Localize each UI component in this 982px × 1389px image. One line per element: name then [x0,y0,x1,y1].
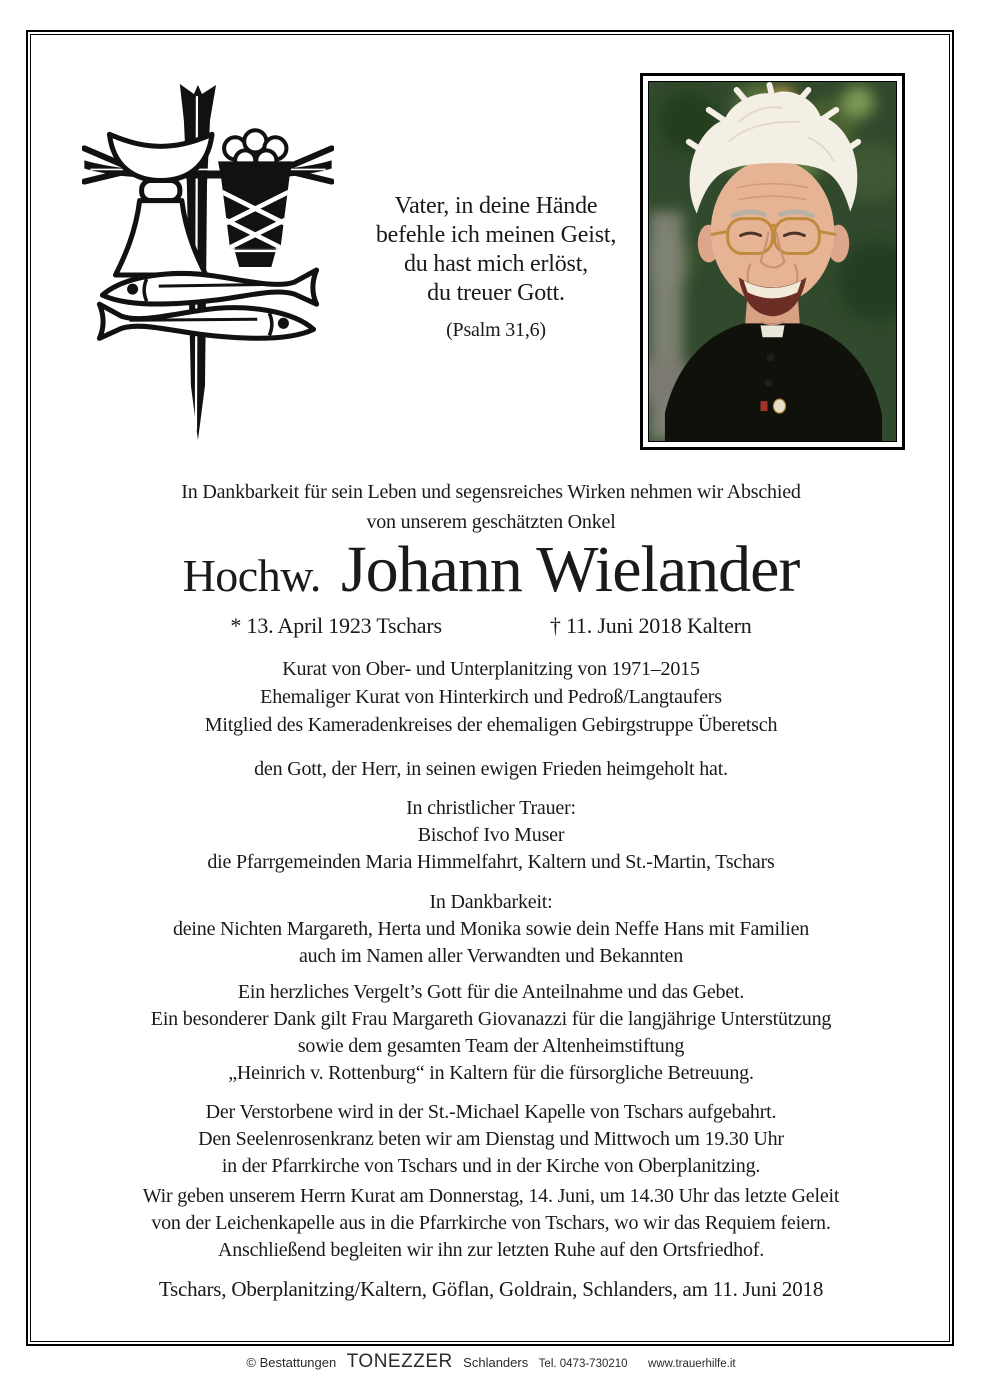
funeral-paragraph [40,1183,942,1264]
funeral-line: Anschließend begleiten wir ihn zur letzten Ruhe auf den Ortsfriedhof. [217,1239,764,1261]
wake-line: Den Seelenrosenkranz beten wir am Dienstag und Mittwoch um 19.30 Uhr [198,1128,784,1150]
intro-text [40,477,942,537]
imprint-copyright: © Bestattungen [246,1355,337,1370]
deceased-portrait-photo [640,73,905,450]
life-dates [0,613,982,639]
funeral-home-imprint [0,1351,982,1373]
psalm-verse-line: du treuer Gott. [427,280,565,306]
mourner-line: die Pfarrgemeinden Maria Himmelfahrt, Kaltern und St.-Martin, Tschars [207,851,775,873]
gratitude-line: deine Nichten Margareth, Herta und Monika sowie dein Neffe Hans mit Familien [172,918,810,940]
deceased-title: Hochw. [182,550,321,601]
closing-sentence: den Gott, der Herr, in seinen ewigen Frieden heimgeholt hat. [254,758,728,780]
funeral-line: Wir geben unserem Herrn Kurat am Donnerstag, 14. Juni, um 14.30 Uhr das letzte Geleit [142,1185,840,1207]
role-line: Kurat von Ober- und Unterplanitzing von 1971–2015 [282,658,700,680]
imprint-location: Schlanders [463,1355,529,1370]
gratitude-list [40,916,942,970]
death-date: † 11. Juni 2018 Kaltern [549,613,752,638]
mourning-heading: In christlicher Trauer: [406,797,576,819]
imprint-brand: TONEZZER [346,1351,453,1372]
mourner-line: Bischof Ivo Muser [417,824,565,846]
role-line: Ehemaliger Kurat von Hinterkirch und Pedroß/Langtaufers [260,686,722,708]
thanks-line: Ein herzliches Vergelt’s Gott für die Anteilnahme und das Gebet. [237,981,745,1003]
intro-line: In Dankbarkeit für sein Leben und segensreiches Wirken nehmen wir Abschied [181,481,801,503]
wake-line: Der Verstorbene wird in der St.-Michael Kapelle von Tschars aufgebahrt. [205,1101,777,1123]
psalm-verse-line: du hast mich erlöst, [404,251,588,277]
birth-date: * 13. April 1923 Tschars [230,613,442,638]
wake-paragraph [40,1099,942,1180]
deceased-name [0,532,982,608]
psalm-verse-line: Vater, in deine Hände [394,193,598,219]
role-line: Mitglied des Kameradenkreises der ehemaligen Gebirgstruppe Überetsch [204,714,778,736]
thanks-line: Ein besonderer Dank gilt Frau Margareth Giovanazzi für die langjährige Unterstützung [150,1008,832,1030]
psalm-source: (Psalm 31,6) [446,319,546,341]
wake-line: in der Pfarrkirche von Tschars und in der Kirche von Oberplanitzing. [221,1155,761,1177]
deceased-roles [40,655,942,739]
imprint-website: www.trauerhilfe.it [648,1358,736,1370]
psalm-verse-line: befehle ich meinen Geist, [375,222,617,248]
imprint-phone: Tel. 0473-730210 [538,1358,628,1370]
mourning-list [40,822,942,876]
funeral-line: von der Leichenkapelle aus in die Pfarrkirche von Tschars, wo wir das Requiem feiern. [151,1212,831,1234]
gratitude-heading: In Dankbarkeit: [429,891,553,913]
deceased-fullname: Johann Wielander [340,533,800,606]
cross-chalice-fish-icon [82,84,334,450]
thanks-paragraph [40,979,942,1087]
gratitude-line: auch im Namen aller Verwandten und Bekannten [298,945,684,967]
psalm-verse [336,192,656,343]
places-date-line: Tschars, Oberplanitzing/Kaltern, Göflan, Goldrain, Schlanders, am 11. Juni 2018 [158,1277,824,1301]
intro-line: von unserem geschätzten Onkel [366,511,616,533]
thanks-line: „Heinrich v. Rottenburg“ in Kaltern für die fürsorgliche Betreuung. [228,1062,754,1084]
thanks-line: sowie dem gesamten Team der Altenheimstiftung [297,1035,685,1057]
